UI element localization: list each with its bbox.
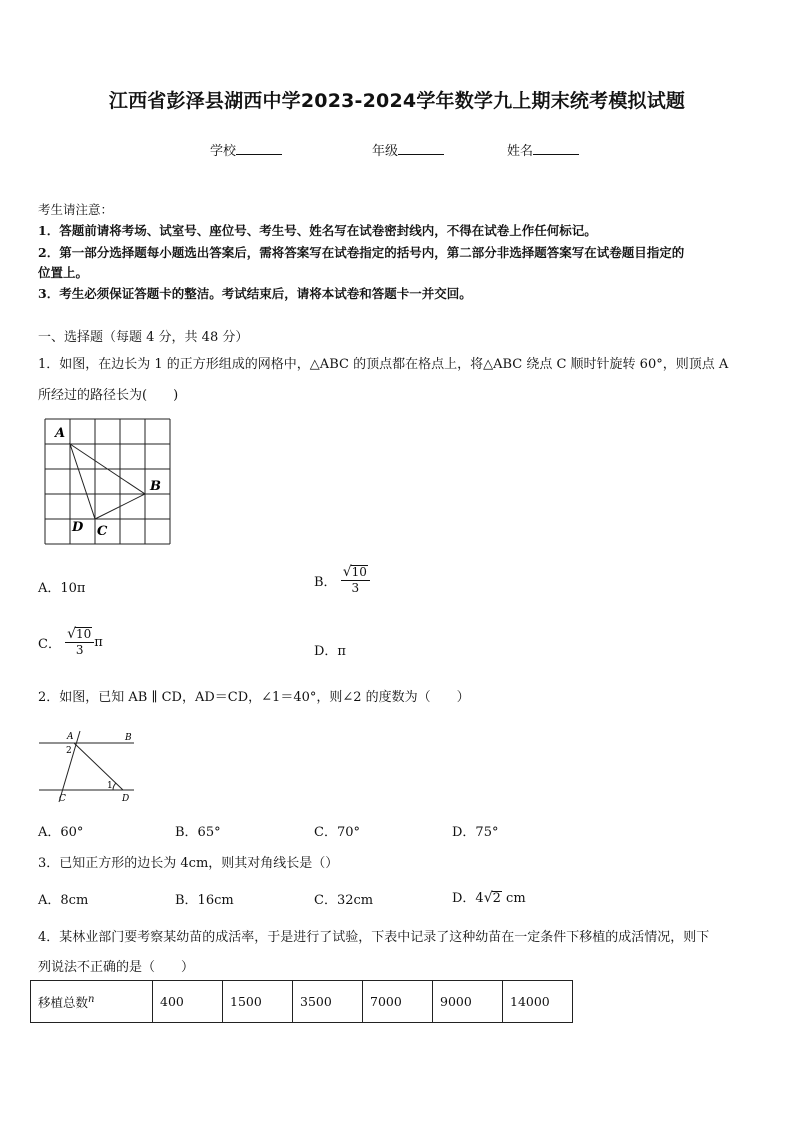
grade-field[interactable]	[372, 140, 444, 159]
school-blank[interactable]	[236, 142, 282, 155]
q2-option-d[interactable]: D．75°	[452, 825, 499, 840]
q3-option-c[interactable]: C．32cm	[314, 893, 374, 908]
q1-option-b-label: B．	[314, 575, 337, 590]
section-heading: 一、选择题（每题 4 分，共 48 分）	[38, 330, 249, 345]
q2-option-b[interactable]: B．65°	[175, 825, 221, 840]
q1-option-c-fraction: $\frac{√10}{3}$	[65, 627, 94, 658]
question-1-text-cont: 所经过的路径长为( )	[38, 388, 179, 403]
table-cell: 1500	[223, 981, 293, 1023]
q1-option-b-fraction: $\frac{√10}{3}$	[341, 565, 370, 596]
table-cell: 400	[153, 981, 223, 1023]
pi-symbol: π	[94, 635, 103, 650]
point-c-label: C	[97, 524, 108, 539]
point-c-label: C	[59, 794, 66, 804]
question-2-text: 2．如图，已知 AB ∥ CD，AD＝CD，∠1＝40°，则∠2 的度数为（ ）	[38, 690, 470, 705]
grade-label: 年级	[372, 144, 399, 159]
q1-option-b[interactable]	[314, 565, 370, 596]
point-d-label: D	[72, 520, 84, 535]
parallel-lines-figure	[34, 726, 144, 806]
q1-option-d[interactable]: D．π	[314, 644, 346, 659]
q2-option-a[interactable]: A．60°	[38, 825, 84, 840]
angle-2-label: 2	[66, 746, 72, 756]
name-field[interactable]	[507, 140, 579, 159]
table-cell: 7000	[363, 981, 433, 1023]
question-4-text: 4．某林业部门要考察某幼苗的成活率，于是进行了试验，下表中记录了这种幼苗在一定条件下移植的成活情况，则下	[38, 930, 710, 945]
point-b-label: B	[150, 479, 161, 494]
point-b-label: B	[125, 733, 132, 743]
school-field[interactable]	[210, 140, 282, 159]
q3-option-d-radicand: 2	[492, 891, 501, 906]
grade-blank[interactable]	[398, 142, 444, 155]
q3-option-d-unit: cm	[501, 891, 526, 906]
q3-option-d[interactable]: D．4√2 cm	[452, 890, 526, 906]
q2-option-c[interactable]: C．70°	[314, 825, 360, 840]
table-header-cell: 移植总数$^n$	[31, 981, 153, 1023]
q3-option-a[interactable]: A．8cm	[38, 893, 89, 908]
table-cell: 14000	[503, 981, 573, 1023]
question-4-text-cont: 列说法不正确的是（ ）	[38, 960, 195, 975]
name-blank[interactable]	[533, 142, 579, 155]
question-1-text: 1．如图，在边长为 1 的正方形组成的网格中，△ABC 的顶点都在格点上，将△ABC 绕点 C 顺时针旋转 60°，则顶点 A	[38, 357, 729, 372]
notice-item: 位置上。	[38, 265, 89, 280]
name-label: 姓名	[507, 144, 534, 159]
question-3-text: 3．已知正方形的边长为 4cm，则其对角线长是（）	[38, 856, 339, 871]
table-row	[31, 981, 573, 1023]
table-cell: 9000	[433, 981, 503, 1023]
notice-item: 3．考生必须保证答题卡的整洁。考试结束后，请将本试卷和答题卡一并交回。	[38, 286, 472, 301]
variable-n: n	[88, 993, 95, 1005]
grid-figure	[40, 415, 180, 550]
notice-item: 1．答题前请将考场、试室号、座位号、考生号、姓名写在试卷密封线内，不得在试卷上作任何标记。	[38, 223, 597, 238]
table-cell: 3500	[293, 981, 363, 1023]
point-a-label: A	[55, 426, 66, 441]
angle-1-label: 1	[107, 781, 113, 791]
notice-heading: 考生请注意：	[38, 202, 114, 217]
q1-option-c[interactable]	[38, 627, 103, 658]
q1-option-a[interactable]: A．10π	[38, 581, 86, 596]
seedling-table	[30, 980, 573, 1023]
point-a-label: A	[67, 732, 74, 742]
page-title: 江西省彭泽县湖西中学2023-2024学年数学九上期末统考模拟试题	[108, 90, 686, 112]
school-label: 学校	[210, 144, 237, 159]
q3-option-d-label: D．4	[452, 891, 484, 906]
notice-item: 2．第一部分选择题每小题选出答案后，需将答案写在试卷指定的括号内，第二部分非选择题答案写在试卷题目指定的	[38, 245, 685, 260]
q1-option-c-label: C．	[38, 637, 61, 652]
q3-option-b[interactable]: B．16cm	[175, 893, 234, 908]
point-d-label: D	[122, 794, 130, 804]
